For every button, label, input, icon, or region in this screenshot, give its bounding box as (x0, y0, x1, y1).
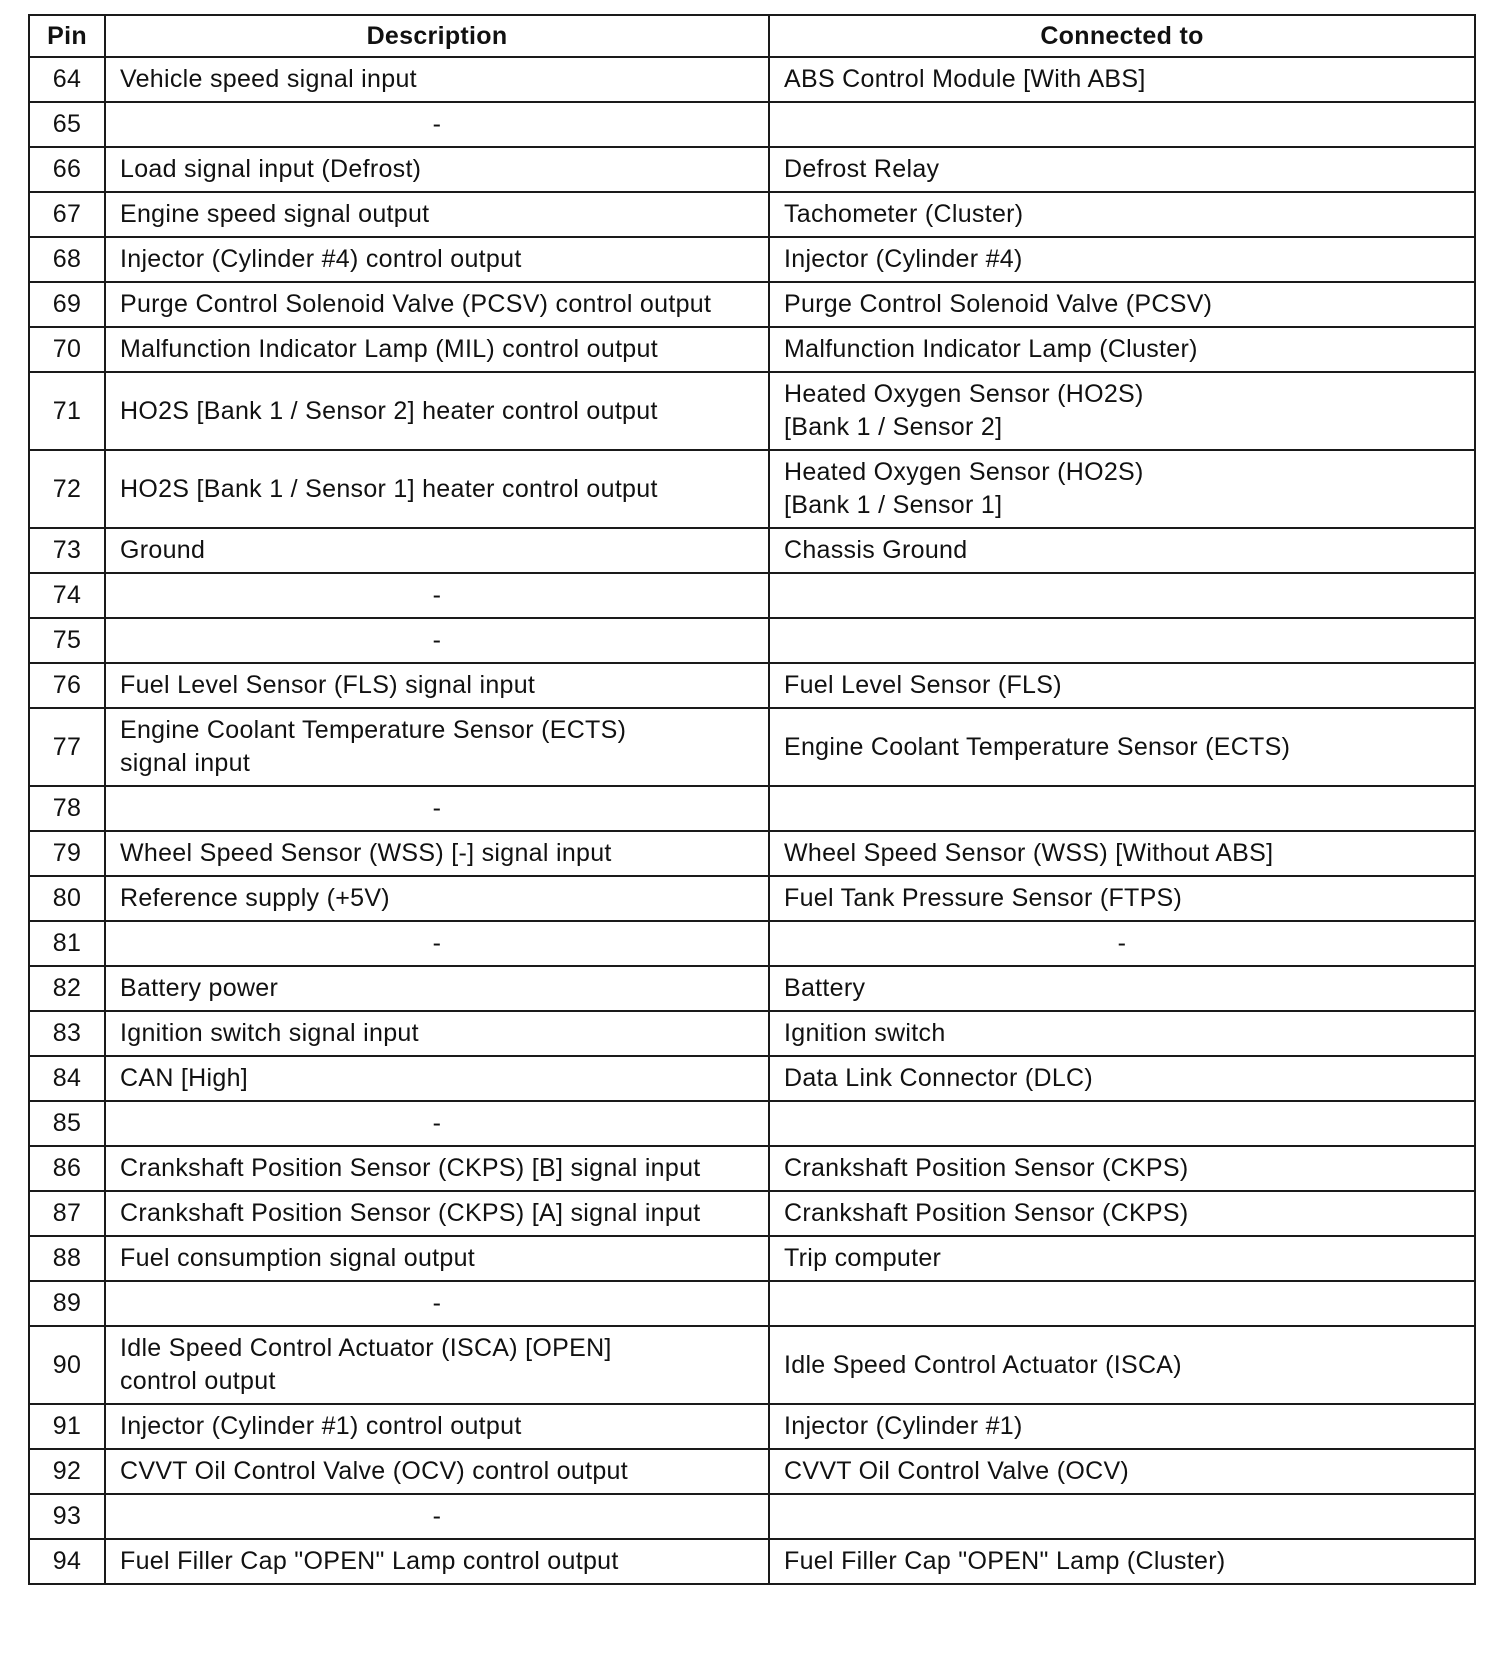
description-cell: Reference supply (+5V) (105, 876, 769, 921)
description-cell: HO2S [Bank 1 / Sensor 2] heater control output (105, 372, 769, 450)
description-cell: - (105, 786, 769, 831)
table-row (29, 1191, 1475, 1236)
connected-to-cell: Malfunction Indicator Lamp (Cluster) (769, 327, 1475, 372)
connected-to-cell: Wheel Speed Sensor (WSS) [Without ABS] (769, 831, 1475, 876)
pin-number-cell: 70 (29, 327, 105, 372)
connected-to-cell (769, 786, 1475, 831)
description-cell: Idle Speed Control Actuator (ISCA) [OPEN] control output (105, 1326, 769, 1404)
pin-number-cell: 89 (29, 1281, 105, 1326)
description-cell: CVVT Oil Control Valve (OCV) control output (105, 1449, 769, 1494)
header-description: Description (105, 15, 769, 57)
description-cell: Load signal input (Defrost) (105, 147, 769, 192)
connected-to-cell: Trip computer (769, 1236, 1475, 1281)
pin-number-cell: 92 (29, 1449, 105, 1494)
pin-number-cell: 85 (29, 1101, 105, 1146)
table-row (29, 663, 1475, 708)
table-row (29, 192, 1475, 237)
description-cell: Vehicle speed signal input (105, 57, 769, 102)
pin-number-cell: 78 (29, 786, 105, 831)
pin-number-cell: 93 (29, 1494, 105, 1539)
pin-number-cell: 68 (29, 237, 105, 282)
connected-to-cell: Crankshaft Position Sensor (CKPS) (769, 1191, 1475, 1236)
pin-table (28, 14, 1476, 1585)
table-row (29, 1404, 1475, 1449)
pin-number-cell: 80 (29, 876, 105, 921)
table-row (29, 876, 1475, 921)
connected-to-cell: CVVT Oil Control Valve (OCV) (769, 1449, 1475, 1494)
connected-to-cell (769, 573, 1475, 618)
table-row (29, 372, 1475, 450)
pin-number-cell: 94 (29, 1539, 105, 1584)
pin-table-sheet (28, 14, 1474, 1585)
description-cell: - (105, 102, 769, 147)
connected-to-cell: Injector (Cylinder #4) (769, 237, 1475, 282)
connected-to-cell: Injector (Cylinder #1) (769, 1404, 1475, 1449)
pin-number-cell: 88 (29, 1236, 105, 1281)
description-cell: - (105, 1101, 769, 1146)
table-row (29, 1011, 1475, 1056)
description-cell: Injector (Cylinder #4) control output (105, 237, 769, 282)
pin-number-cell: 90 (29, 1326, 105, 1404)
description-cell: - (105, 618, 769, 663)
pin-number-cell: 66 (29, 147, 105, 192)
table-row (29, 237, 1475, 282)
connected-to-cell: Purge Control Solenoid Valve (PCSV) (769, 282, 1475, 327)
description-cell: Crankshaft Position Sensor (CKPS) [A] signal input (105, 1191, 769, 1236)
description-cell: Engine Coolant Temperature Sensor (ECTS) signal input (105, 708, 769, 786)
description-cell: Malfunction Indicator Lamp (MIL) control output (105, 327, 769, 372)
table-row (29, 966, 1475, 1011)
description-cell: Battery power (105, 966, 769, 1011)
pin-number-cell: 82 (29, 966, 105, 1011)
table-row (29, 1326, 1475, 1404)
connected-to-cell: Ignition switch (769, 1011, 1475, 1056)
description-cell: Fuel consumption signal output (105, 1236, 769, 1281)
connected-to-cell (769, 1494, 1475, 1539)
pin-number-cell: 67 (29, 192, 105, 237)
pin-number-cell: 69 (29, 282, 105, 327)
pin-number-cell: 71 (29, 372, 105, 450)
pin-number-cell: 87 (29, 1191, 105, 1236)
connected-to-cell: Heated Oxygen Sensor (HO2S) [Bank 1 / Sensor 1] (769, 450, 1475, 528)
description-cell: - (105, 1494, 769, 1539)
pin-number-cell: 75 (29, 618, 105, 663)
table-body (29, 57, 1475, 1584)
description-cell: Fuel Filler Cap "OPEN" Lamp control output (105, 1539, 769, 1584)
description-cell: Ground (105, 528, 769, 573)
description-cell: Injector (Cylinder #1) control output (105, 1404, 769, 1449)
description-cell: Wheel Speed Sensor (WSS) [-] signal input (105, 831, 769, 876)
table-row (29, 921, 1475, 966)
connected-to-cell: Crankshaft Position Sensor (CKPS) (769, 1146, 1475, 1191)
description-cell: Ignition switch signal input (105, 1011, 769, 1056)
description-cell: - (105, 1281, 769, 1326)
pin-number-cell: 74 (29, 573, 105, 618)
connected-to-cell (769, 102, 1475, 147)
description-cell: - (105, 573, 769, 618)
connected-to-cell: Tachometer (Cluster) (769, 192, 1475, 237)
table-row (29, 528, 1475, 573)
description-cell: Engine speed signal output (105, 192, 769, 237)
description-cell: Purge Control Solenoid Valve (PCSV) control output (105, 282, 769, 327)
description-cell: Crankshaft Position Sensor (CKPS) [B] signal input (105, 1146, 769, 1191)
connected-to-cell: Chassis Ground (769, 528, 1475, 573)
description-cell: HO2S [Bank 1 / Sensor 1] heater control output (105, 450, 769, 528)
table-row (29, 1539, 1475, 1584)
connected-to-cell: Heated Oxygen Sensor (HO2S) [Bank 1 / Sensor 2] (769, 372, 1475, 450)
connected-to-cell: Defrost Relay (769, 147, 1475, 192)
table-row (29, 1449, 1475, 1494)
header-connected-to: Connected to (769, 15, 1475, 57)
table-row (29, 786, 1475, 831)
pin-number-cell: 72 (29, 450, 105, 528)
table-row (29, 327, 1475, 372)
pin-number-cell: 84 (29, 1056, 105, 1101)
connected-to-cell: Engine Coolant Temperature Sensor (ECTS) (769, 708, 1475, 786)
pin-number-cell: 79 (29, 831, 105, 876)
table-row (29, 1236, 1475, 1281)
table-row (29, 708, 1475, 786)
pin-number-cell: 77 (29, 708, 105, 786)
pin-number-cell: 83 (29, 1011, 105, 1056)
description-cell: - (105, 921, 769, 966)
pin-number-cell: 65 (29, 102, 105, 147)
table-row (29, 57, 1475, 102)
table-row (29, 1281, 1475, 1326)
connected-to-cell: - (769, 921, 1475, 966)
table-row (29, 1056, 1475, 1101)
table-row (29, 1101, 1475, 1146)
table-row (29, 573, 1475, 618)
pin-number-cell: 81 (29, 921, 105, 966)
table-row (29, 618, 1475, 663)
header-row (29, 15, 1475, 57)
connected-to-cell: ABS Control Module [With ABS] (769, 57, 1475, 102)
pin-number-cell: 73 (29, 528, 105, 573)
pin-number-cell: 64 (29, 57, 105, 102)
connected-to-cell: Idle Speed Control Actuator (ISCA) (769, 1326, 1475, 1404)
header-pin: Pin (29, 15, 105, 57)
connected-to-cell: Fuel Tank Pressure Sensor (FTPS) (769, 876, 1475, 921)
pin-number-cell: 86 (29, 1146, 105, 1191)
connected-to-cell: Battery (769, 966, 1475, 1011)
connected-to-cell (769, 618, 1475, 663)
connected-to-cell: Fuel Level Sensor (FLS) (769, 663, 1475, 708)
connected-to-cell: Data Link Connector (DLC) (769, 1056, 1475, 1101)
table-row (29, 147, 1475, 192)
pin-number-cell: 91 (29, 1404, 105, 1449)
table-row (29, 831, 1475, 876)
table-row (29, 1146, 1475, 1191)
table-row (29, 450, 1475, 528)
connected-to-cell (769, 1101, 1475, 1146)
table-row (29, 102, 1475, 147)
description-cell: CAN [High] (105, 1056, 769, 1101)
table-row (29, 1494, 1475, 1539)
connected-to-cell (769, 1281, 1475, 1326)
description-cell: Fuel Level Sensor (FLS) signal input (105, 663, 769, 708)
table-row (29, 282, 1475, 327)
pin-number-cell: 76 (29, 663, 105, 708)
connected-to-cell: Fuel Filler Cap "OPEN" Lamp (Cluster) (769, 1539, 1475, 1584)
